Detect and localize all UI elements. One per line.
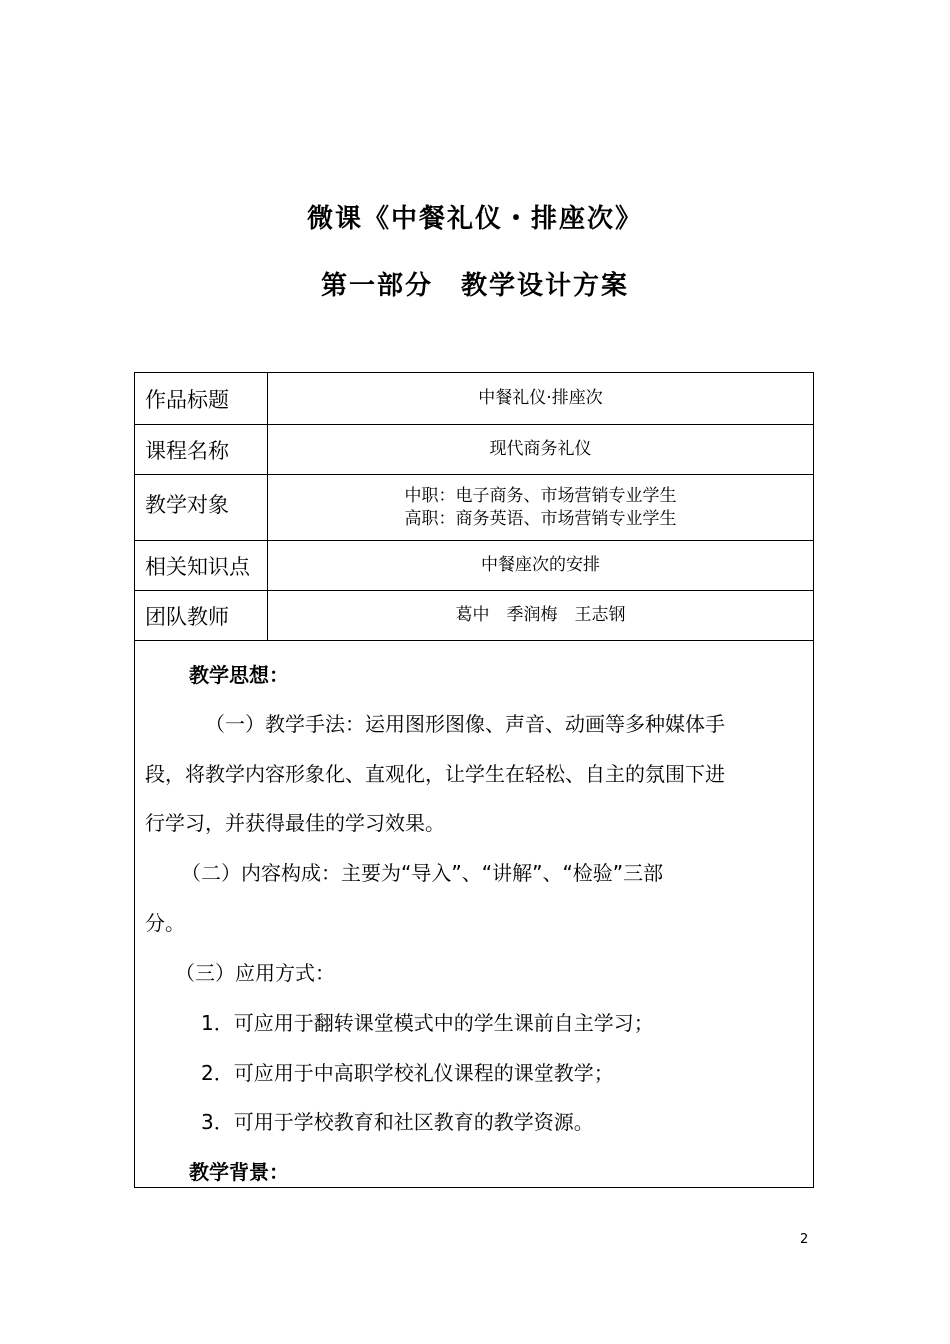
list-item: 1．可应用于翻转课堂模式中的学生课前自主学习；	[201, 1011, 654, 1035]
paragraph-line: 分。	[145, 911, 185, 935]
table-row	[135, 475, 813, 541]
list-item: 2．可应用于中高职学校礼仪课程的课堂教学；	[201, 1061, 614, 1085]
table-row	[135, 425, 813, 475]
row-value: 现代商务礼仪	[489, 439, 592, 459]
row-label: 教学对象	[135, 475, 268, 540]
document-title: 微课《中餐礼仪・排座次》	[306, 204, 643, 234]
paragraph-line: （三）应用方式：	[175, 961, 335, 985]
paragraph-line: 段，将教学内容形象化、直观化，让学生在轻松、自主的氛围下进	[145, 762, 725, 786]
row-label: 作品标题	[135, 373, 268, 424]
table-row	[135, 591, 813, 641]
row-label: 相关知识点	[135, 541, 268, 590]
row-value: 葛中 季润梅 王志钢	[455, 605, 626, 625]
table-row	[135, 541, 813, 591]
section-heading: 教学思想：	[189, 663, 289, 687]
table-row	[135, 373, 813, 425]
list-item: 3．可用于学校教育和社区教育的教学资源。	[201, 1110, 594, 1134]
row-value: 中职：电子商务、市场营销专业学生 高职：商务英语、市场营销专业学生	[404, 485, 677, 529]
row-label: 团队教师	[135, 591, 268, 640]
paragraph-line: 行学习，并获得最佳的学习效果。	[145, 811, 445, 835]
document-subtitle: 第一部分 教学设计方案	[320, 271, 629, 301]
row-value: 中餐座次的安排	[481, 555, 600, 575]
page-number: 2	[800, 1232, 809, 1247]
row-value: 中餐礼仪·排座次	[478, 388, 603, 408]
paragraph-line: （一）教学手法：运用图形图像、声音、动画等多种媒体手	[205, 712, 725, 736]
paragraph-line: （二）内容构成：主要为“导入”、“讲解”、“检验”三部	[181, 861, 664, 885]
info-table	[134, 372, 814, 1188]
row-label: 课程名称	[135, 425, 268, 474]
section-heading: 教学背景：	[189, 1160, 289, 1184]
